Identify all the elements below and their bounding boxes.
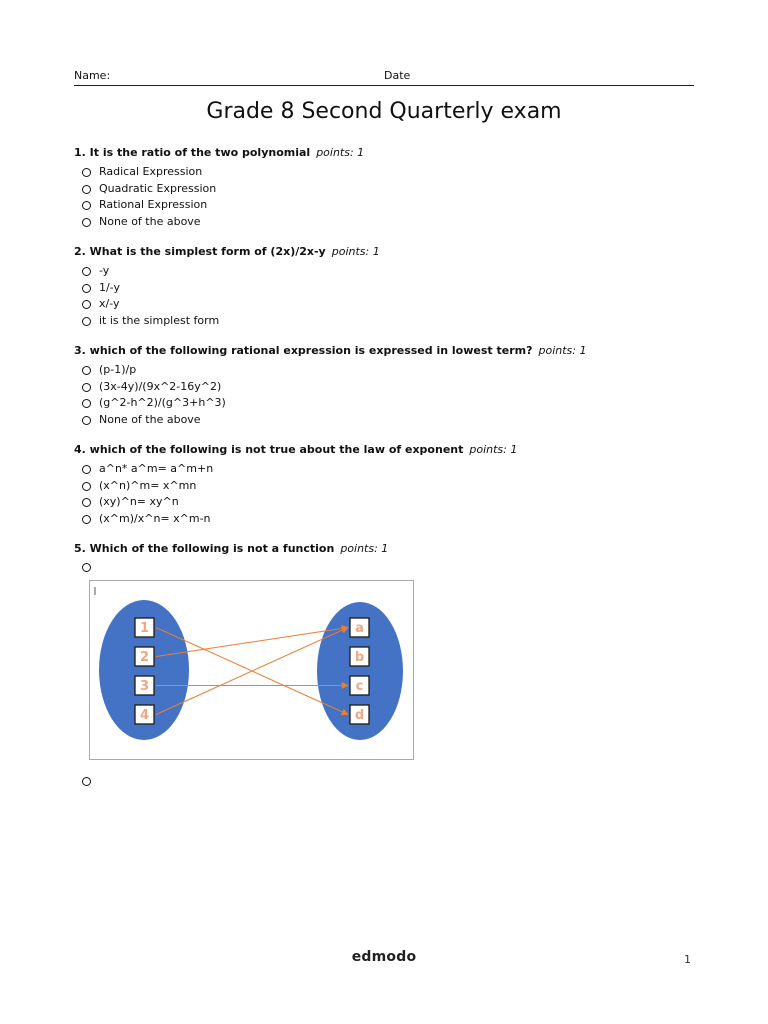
radio-button[interactable]	[82, 515, 91, 524]
domain-element-4-label: 4	[139, 708, 150, 723]
radio-button-option-1[interactable]	[82, 563, 91, 572]
option-label: None of the above	[99, 214, 201, 228]
question-points: points: 1	[340, 542, 389, 555]
page-number: 1	[684, 953, 691, 966]
option[interactable]	[74, 280, 714, 297]
name-date-header	[74, 69, 694, 86]
option-list	[74, 263, 714, 329]
range-element-d-label: d	[354, 708, 365, 723]
question-5	[74, 542, 714, 556]
option-label: it is the simplest form	[99, 313, 220, 327]
question-text: 1. It is the ratio of the two polynomial points: 1	[74, 146, 365, 159]
domain-element-4	[135, 705, 154, 724]
name-label: Name:	[74, 69, 111, 82]
domain-element-3-label: 3	[139, 679, 150, 694]
range-element-c-label: c	[355, 679, 364, 694]
radio-button[interactable]	[82, 168, 91, 177]
question-points: points: 1	[538, 344, 587, 357]
option[interactable]	[74, 494, 714, 511]
question-4	[74, 443, 714, 527]
option-list	[74, 362, 714, 428]
domain-element-1-label: 1	[139, 621, 150, 636]
option-label: (xy)^n= xy^n	[99, 495, 179, 509]
domain-element-1	[135, 618, 154, 637]
option[interactable]	[74, 181, 714, 198]
question-points: points: 1	[331, 245, 380, 258]
question-points: points: 1	[316, 146, 365, 159]
option[interactable]	[74, 164, 714, 181]
mapping-diagram-svg	[90, 581, 413, 759]
option[interactable]	[74, 511, 714, 528]
radio-button[interactable]	[82, 300, 91, 309]
radio-button[interactable]	[82, 201, 91, 210]
domain-element-3	[135, 676, 154, 695]
option[interactable]	[74, 461, 714, 478]
radio-button[interactable]	[82, 399, 91, 408]
option[interactable]	[74, 412, 714, 429]
radio-button[interactable]	[82, 482, 91, 491]
radio-button[interactable]	[82, 185, 91, 194]
question-2	[74, 245, 714, 329]
option[interactable]	[74, 395, 714, 412]
question-points: points: 1	[469, 443, 518, 456]
question-text: 3. which of the following rational expression is expressed in lowest term? points: 1	[74, 344, 587, 357]
option[interactable]	[74, 379, 714, 396]
option-label: (p-1)/p	[99, 363, 137, 376]
radio-button[interactable]	[82, 498, 91, 507]
option-list	[74, 461, 714, 527]
option-label: (x^m)/x^n= x^m-n	[99, 511, 211, 525]
radio-button[interactable]	[82, 317, 91, 326]
option-label: -y	[99, 264, 110, 277]
option-label: 1/-y	[99, 280, 120, 294]
domain-element-2	[135, 647, 154, 666]
page-title: Grade 8 Second Quarterly exam	[206, 99, 562, 124]
question-1	[74, 146, 714, 230]
edmodo-logo: edmodo	[351, 949, 417, 965]
option-label: (g^2-h^2)/(g^3+h^3)	[99, 396, 226, 410]
option[interactable]	[74, 263, 714, 280]
question-text: 4. which of the following is not true about the law of exponent points: 1	[74, 443, 518, 456]
mapping-diagram	[89, 580, 414, 760]
range-element-a	[350, 618, 369, 637]
option[interactable]	[74, 214, 714, 231]
date-label: Date	[384, 69, 411, 82]
question-3	[74, 344, 714, 428]
option-list	[74, 164, 714, 230]
option[interactable]	[74, 197, 714, 214]
radio-button[interactable]	[82, 366, 91, 375]
radio-button-option-2[interactable]	[82, 777, 91, 786]
option[interactable]	[74, 362, 714, 379]
range-element-a-label: a	[355, 621, 364, 636]
range-element-b-label: b	[354, 650, 365, 665]
question-text: 5. Which of the following is not a function points: 1	[74, 542, 389, 555]
range-element-d	[350, 705, 369, 724]
question-text: 2. What is the simplest form of (2x)/2x-y points: 1	[74, 245, 380, 258]
option-label: Rational Expression	[99, 198, 208, 212]
option-label: (x^n)^m= x^mn	[99, 478, 197, 492]
range-element-c	[350, 676, 369, 695]
radio-button[interactable]	[82, 416, 91, 425]
radio-button[interactable]	[82, 218, 91, 227]
radio-button[interactable]	[82, 267, 91, 276]
option[interactable]	[74, 478, 714, 495]
option[interactable]	[74, 296, 714, 313]
option[interactable]	[74, 313, 714, 330]
option-label: a^n* a^m= a^m+n	[99, 462, 214, 475]
radio-button[interactable]	[82, 284, 91, 293]
range-element-b	[350, 647, 369, 666]
option-label: None of the above	[99, 412, 201, 426]
option-label: (3x-4y)/(9x^2-16y^2)	[99, 379, 222, 393]
option-label: Quadratic Expression	[99, 181, 217, 195]
radio-button[interactable]	[82, 465, 91, 474]
domain-element-2-label: 2	[139, 650, 150, 665]
radio-button[interactable]	[82, 383, 91, 392]
option-label: Radical Expression	[99, 165, 203, 178]
option-label: x/-y	[99, 297, 120, 311]
